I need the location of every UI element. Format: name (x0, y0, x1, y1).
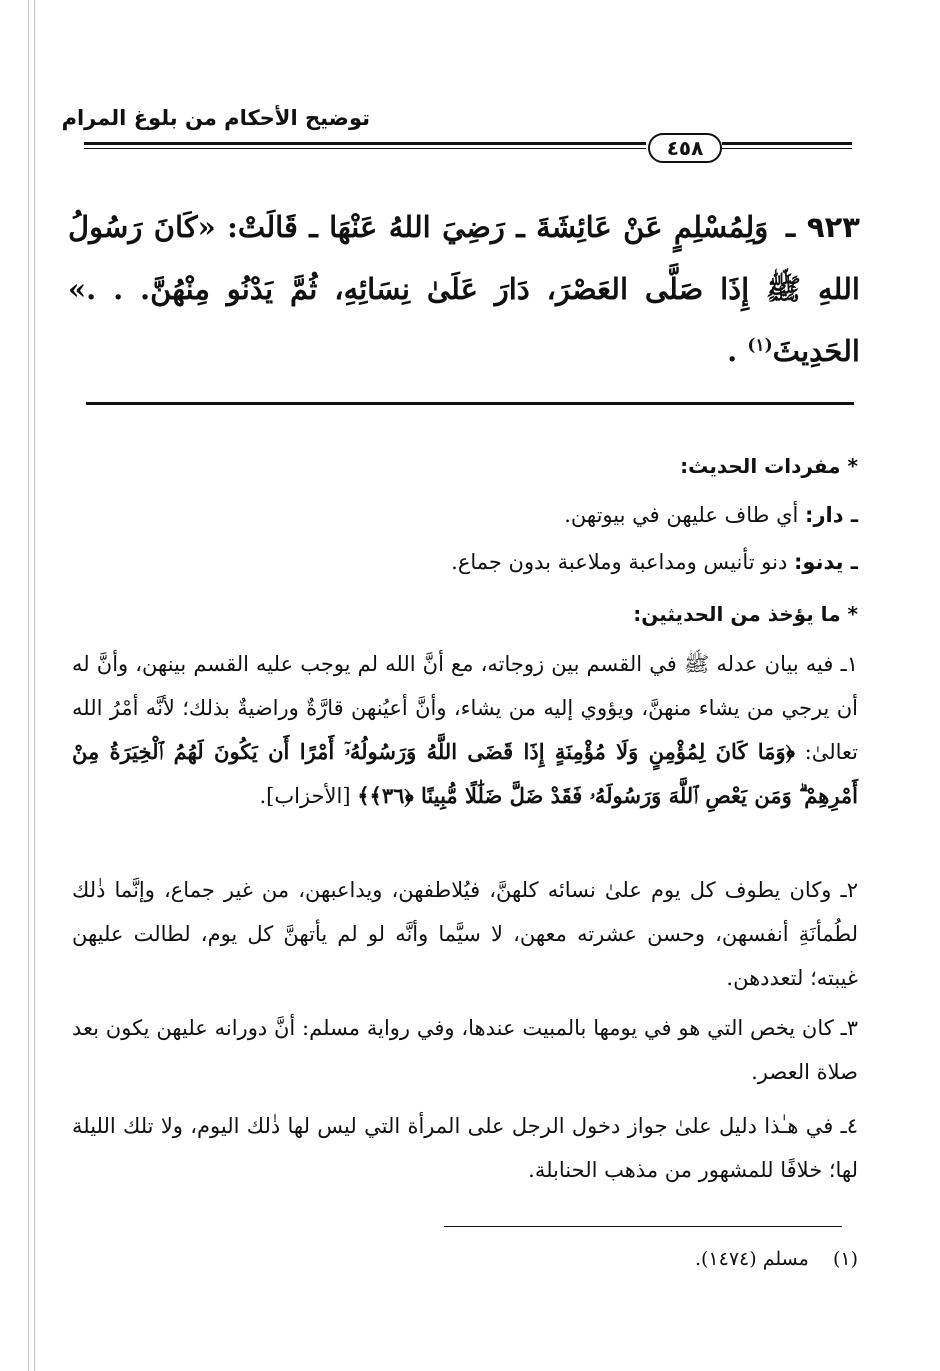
benefits-heading: * ما يؤخذ من الحديثين: (633, 602, 858, 626)
footnote-separator (444, 1226, 842, 1227)
vocabulary-term: ـ دار: (805, 503, 858, 527)
header-rule-left (84, 142, 646, 149)
footnote (695, 1248, 858, 1270)
running-title: توضيح الأحكام من بلوغ المرام (61, 106, 370, 130)
hadith-text: وَلِمُسْلِمٍ عَنْ عَائِشَةَ ـ رَضِيَ اللهُ عَنْهَا ـ قَالَتْ: «كَانَ رَسُولُ اللهِ ﷺ إِذَا صَلَّى العَصْرَ، دَارَ عَلَىٰ نِسَائِهِ، ثُمَّ يَدْنُو مِنْهُنَّ. . .» الحَدِيثَ (68, 210, 860, 368)
benefit-number: ١ـ (840, 652, 858, 676)
section-separator (86, 402, 854, 405)
page-margin-line (28, 0, 29, 1371)
benefit-text: كان يخص التي هو في يومها بالمبيت عندها، وفي رواية مسلم: أنَّ دورانه عليهن يكون بعد صلاة العصر. (72, 1016, 858, 1084)
benefit-number: ٤ـ (840, 1114, 858, 1138)
benefit-number: ٣ـ (840, 1016, 858, 1040)
benefit-point (72, 1006, 858, 1094)
benefit-point (72, 1104, 858, 1192)
benefit-text: في هـٰذا دليل علىٰ جواز دخول الرجل على المرأة التي ليس لها ذٰلك اليوم، ولا تلك الليلة لها؛ خلافًا للمشهور من مذهب الحنابلة. (72, 1114, 858, 1182)
footnote-mark: (١) (832, 1248, 858, 1270)
benefit-text: وكان يطوف كل يوم علىٰ نسائه كلهنَّ، فيُلاطفهن، ويداعبهن، من غير جماع، وإنَّما ذٰلك لطُمأنَةِ أنفسهن، وحسن عشرته معهن، لا سيَّما وأنَّه لو لم يأتهنَّ كل يوم، لطالت عليهن غيبته؛ لتعددهن. (72, 878, 858, 990)
vocabulary-term: ـ يدنو: (794, 550, 858, 574)
hadith-number: ٩٢٣ ـ (785, 210, 860, 244)
page-margin-line (34, 0, 35, 1371)
footnote-reference: (١) (747, 335, 773, 356)
vocabulary-definition: دنو تأنيس ومداعبة وملاعبة بدون جماع. (451, 550, 788, 574)
benefit-point (72, 642, 858, 818)
vocabulary-item (451, 550, 858, 574)
hadith-end: . (727, 334, 738, 368)
footnote-text: مسلم (١٤٧٤). (694, 1248, 809, 1270)
quran-verse: ﴿وَمَا كَانَ لِمُؤْمِنٍ وَلَا مُؤْمِنَةٍ إِذَا قَضَى اللَّهُ وَرَسُولُهُۥٓ أَمْرًا أَن يَكُونَ لَهُمُ ٱلْخِيَرَةُ مِنْ أَمْرِهِمْ ۗ وَمَن يَعْصِ ٱللَّهَ وَرَسُولَهُۥ فَقَدْ ضَلَّ ضَلَٰلًا مُّبِينًا ﴿٣٦﴾﴾ (72, 739, 858, 808)
vocabulary-item (564, 503, 858, 527)
vocabulary-definition: أي طاف عليهن في بيوتهن. (564, 503, 799, 527)
benefit-number: ٢ـ (840, 878, 858, 902)
surah-reference: [الأحزاب]. (259, 784, 351, 808)
hadith-text-block (68, 196, 860, 382)
benefit-point (72, 868, 858, 1000)
benefit-text: فيه بيان عدله ﷺ في القسم بين زوجاته، مع أنَّ الله لم يوجب عليه القسم بينهن، وأنَّ له أن يرجي من يشاء منهنَّ، ويؤوي إليه من يشاء، وأنَّ أعيُنهن قارَّةٌ وراضيةٌ بذلك؛ لأنَّه أمْرُ الله تعالىٰ: (72, 652, 858, 764)
page-number: ٤٥٨ (648, 133, 722, 163)
vocabulary-heading: * مفردات الحديث: (680, 454, 858, 478)
header-rule-right (722, 142, 852, 149)
